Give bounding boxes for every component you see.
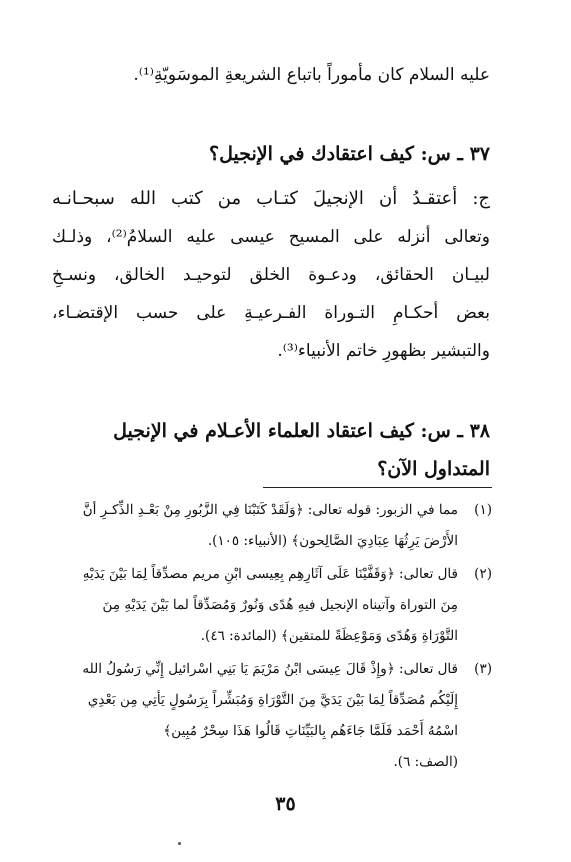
footnote-3-line: إِلَيْكُم مُصَدِّقاً لِمَا بَيْنَ يَدَيَّ مِنَ التَّوْرَاةِ وَمُبَشِّراً بِرَسُولٍ يَأتِي مِن بَعْدِي (87, 692, 458, 708)
answer-37-line: وتعالى أنزله على المسيح عيسى عليه السلامُ⁽²⁾، وذلـك (52, 227, 490, 247)
intro-line: عليه السلام كان مأموراً باتباع الشريعةِ الموسَويّةِ⁽¹⁾. (133, 65, 490, 85)
answer-37-line: لبيـان الحقائق، ودعـوة الخلق لتوحيـد الخالق، ونسـخِ (52, 265, 490, 285)
answer-37-line: ج: أعتقـدُ أن الإنجيلَ كتـاب من كتب الله سبحـانـه (52, 188, 490, 209)
footnote-number: (١) (474, 502, 492, 518)
footnote-number: (٣) (474, 661, 492, 677)
footnote-text: قال تعالى: ﴿وإِذْ قَالَ عِيسَى ابْنُ مَرْيَمَ يَا بَنِي اسْرائيل إِنِّي رَسُولُ الله (82, 661, 458, 677)
answer-37-line: بعض أحكـامِ التـوراة الفـرعيـةِ على حسب الإقتضـاء، (52, 303, 490, 323)
footnote-3-line: (الصف: ٦). (393, 754, 458, 770)
footnote-text: قال تعالى: ﴿وَقَفَّيْنَا عَلَى آثَارِهِم بِعِيسى ابْنِ مريم مصدِّقاً لِمَا بَيْنَ يَدَيْهِ (82, 566, 458, 582)
footnote-number: (٢) (474, 566, 492, 582)
question-38-heading: ٣٨ ـ س: كيف اعتقاد العلماء الأعـلام في الإنجيل (113, 420, 490, 442)
footnote-2-line: التَّوْرَاةِ وَهُدًى وَمَوْعِظَةً للمتقين﴾ (المائدة: ٤٦). (200, 628, 458, 644)
answer-37-line: والتبشير بظهورِ خاتم الأنبياء⁽³⁾. (277, 341, 490, 361)
footnote-2-line: مِنَ التوراة وآتيناه الإنجيل فيهِ هُدًى وَنُورٌ وَمُصَدِّقاً لما بَيْنَ يَدَيْهِ مِنَ (102, 597, 458, 613)
footnote-1-line: الأَرْضَ يَرِثُهَا عِبَادِيَ الصَّالِحون﴾ (الأنبياء: ١٠٥). (207, 533, 458, 549)
footnote-text: مما في الزبور: قوله تعالى: ﴿وَلَقَدْ كَتَبْنَا فِي الزَّبُورِ مِنْ بَعْـدِ الذِّكـرِ أنَّ (82, 502, 458, 518)
footnote-3 (52, 656, 492, 682)
footnote-1 (52, 497, 492, 523)
question-38-heading-continued: المتداول الآن؟ (377, 458, 490, 480)
footnote-3-line: اسْمُهُ أَحْمَد فَلَمَّا جَاءَهُم بِالبَيِّنَاتِ قَالُوا هَذَا سِحْرٌ مُبِين﴾ (163, 723, 458, 739)
scan-mark (178, 842, 181, 845)
footnote-divider (263, 487, 492, 488)
footnote-2 (52, 561, 492, 587)
page-number: ٣٥ (275, 793, 296, 815)
question-37-heading: ٣٧ ـ س: كيف اعتقادك في الإنجيل؟ (209, 143, 490, 165)
